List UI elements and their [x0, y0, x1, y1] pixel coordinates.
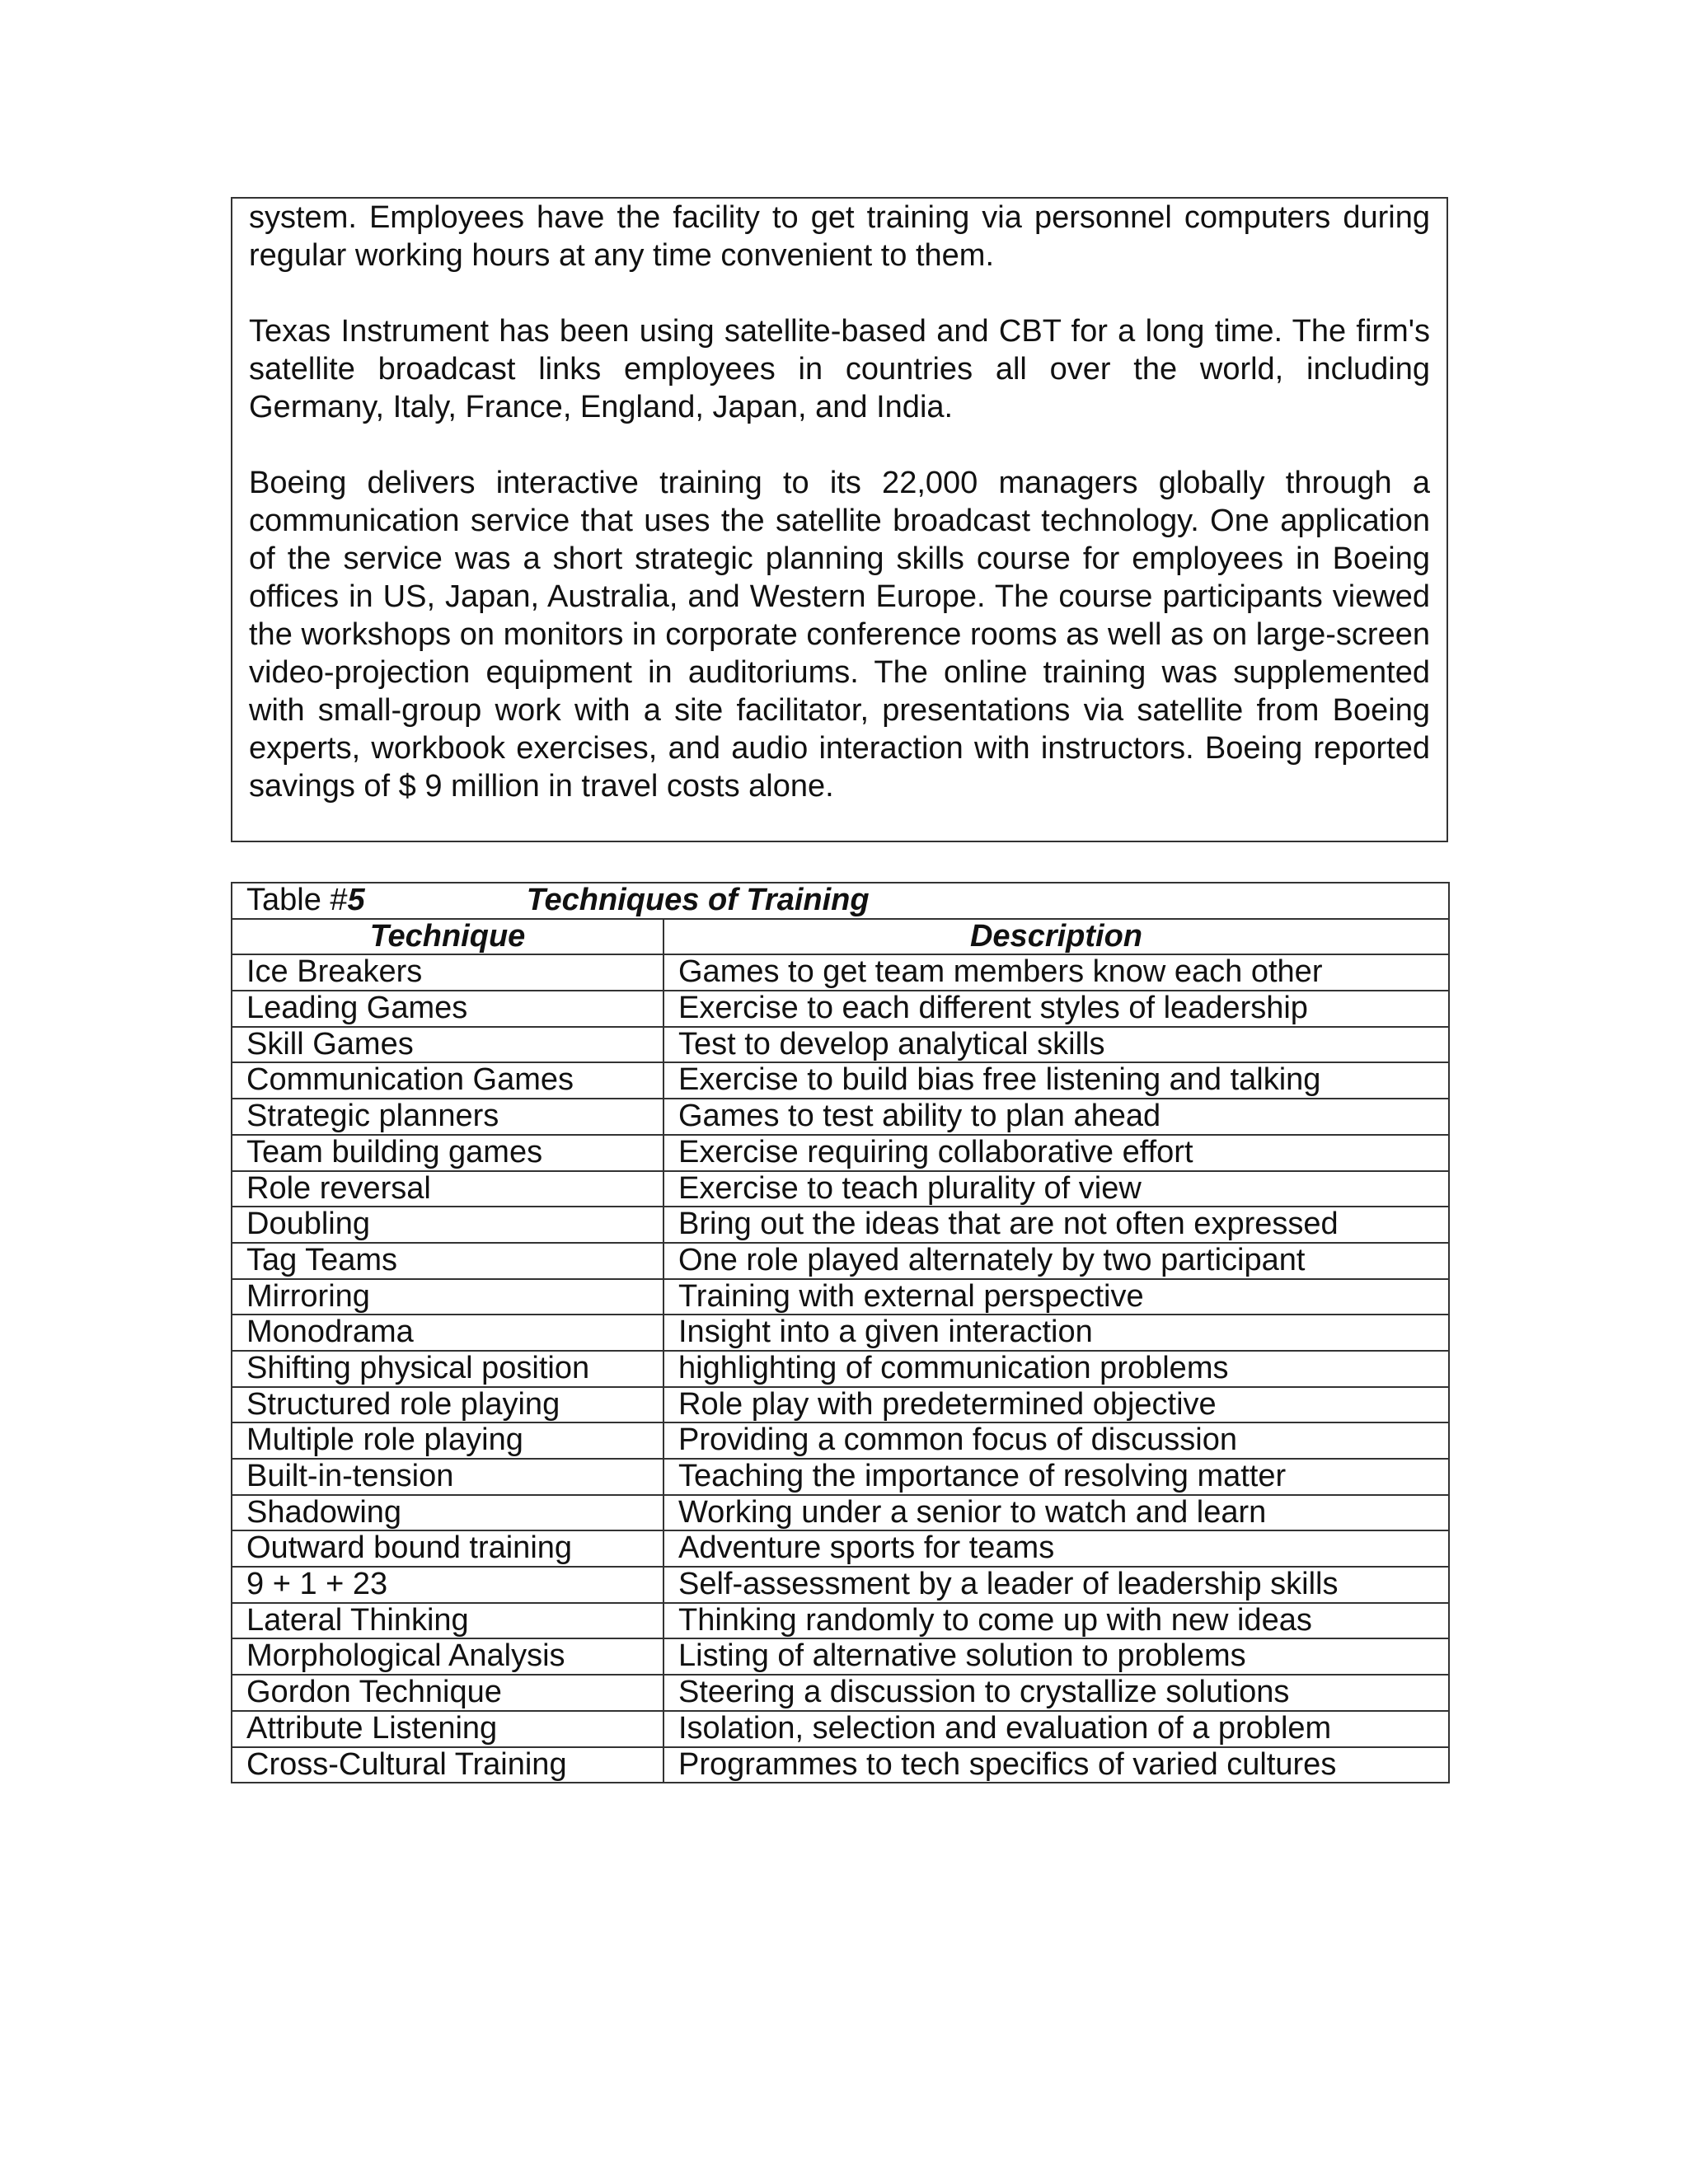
description-cell: Self-assessment by a leader of leadership skills — [663, 1567, 1449, 1603]
table-row — [232, 1279, 1449, 1315]
description-cell: Exercise requiring collaborative effort — [663, 1135, 1449, 1171]
technique-cell: Tag Teams — [232, 1243, 663, 1279]
technique-cell: Lateral Thinking — [232, 1603, 663, 1639]
technique-cell: Mirroring — [232, 1279, 663, 1315]
paragraph-boeing: Boeing delivers interactive training to its 22,000 managers globally through a communication service that uses the satellite broadcast technology. One application of the service was a short strategic planning skills course for employees in Boeing offices in US, Japan, Australia, and Western Europe. The course participants viewed the workshops on monitors in corporate conference rooms as well as on large-screen video-projection equipment in auditoriums. The online training was supplemented with small-group work with a site facilitator, presentations via satellite from Boeing experts, workbook exercises, and audio interaction with instructors. Boeing reported savings of $ 9 million in travel costs alone. — [249, 466, 1430, 804]
table-body — [232, 954, 1449, 1783]
description-cell: Working under a senior to watch and learn — [663, 1495, 1449, 1531]
table-row — [232, 1207, 1449, 1243]
table-title: Techniques of Training — [526, 883, 870, 917]
description-cell: Thinking randomly to come up with new ideas — [663, 1603, 1449, 1639]
table-row — [232, 1603, 1449, 1639]
column-header-description: Description — [663, 919, 1449, 955]
table-row — [232, 1422, 1449, 1459]
technique-cell: Leading Games — [232, 991, 663, 1027]
table-row — [232, 1459, 1449, 1495]
technique-cell: Cross-Cultural Training — [232, 1747, 663, 1783]
description-cell: Programmes to tech specifics of varied cultures — [663, 1747, 1449, 1783]
paragraph-cbt-access: system. Employees have the facility to get training via personnel computers during regular working hours at any time convenient to them. — [249, 200, 1430, 273]
description-cell: Exercise to build bias free listening and talking — [663, 1062, 1449, 1099]
description-cell: Role play with predetermined objective — [663, 1387, 1449, 1423]
description-cell: Games to get team members know each other — [663, 954, 1449, 991]
table-caption — [232, 883, 1449, 919]
description-cell: Listing of alternative solution to problems — [663, 1638, 1449, 1675]
table-row — [232, 1135, 1449, 1171]
technique-cell: Role reversal — [232, 1171, 663, 1207]
table-row — [232, 1099, 1449, 1135]
technique-cell: Ice Breakers — [232, 954, 663, 991]
table-caption-row — [232, 883, 1449, 919]
description-cell: Adventure sports for teams — [663, 1530, 1449, 1567]
table-row — [232, 1351, 1449, 1387]
description-cell: Insight into a given interaction — [663, 1315, 1449, 1351]
description-cell: Training with external perspective — [663, 1279, 1449, 1315]
table-row — [232, 1711, 1449, 1747]
table-row — [232, 1027, 1449, 1063]
description-cell: Games to test ability to plan ahead — [663, 1099, 1449, 1135]
technique-cell: Communication Games — [232, 1062, 663, 1099]
table-row — [232, 1675, 1449, 1711]
table-row — [232, 1243, 1449, 1279]
table-row — [232, 1638, 1449, 1675]
paragraph-texas-instrument: Texas Instrument has been using satellite-based and CBT for a long time. The firm's satellite broadcast links employees in countries all over the world, including Germany, Italy, France, England, Japan, and India. — [249, 314, 1430, 424]
description-cell: Exercise to teach plurality of view — [663, 1171, 1449, 1207]
technique-cell: Strategic planners — [232, 1099, 663, 1135]
table-row — [232, 1747, 1449, 1783]
technique-cell: Morphological Analysis — [232, 1638, 663, 1675]
table-row — [232, 1062, 1449, 1099]
table-row — [232, 991, 1449, 1027]
description-cell: Teaching the importance of resolving matter — [663, 1459, 1449, 1495]
table-row — [232, 1387, 1449, 1423]
description-cell: Exercise to each different styles of leadership — [663, 991, 1449, 1027]
technique-cell: Outward bound training — [232, 1530, 663, 1567]
description-cell: Providing a common focus of discussion — [663, 1422, 1449, 1459]
description-cell: Bring out the ideas that are not often expressed — [663, 1207, 1449, 1243]
table-row — [232, 954, 1449, 991]
technique-cell: Structured role playing — [232, 1387, 663, 1423]
description-cell: One role played alternately by two participant — [663, 1243, 1449, 1279]
technique-cell: Team building games — [232, 1135, 663, 1171]
intro-text-box — [231, 197, 1448, 842]
technique-cell: Built-in-tension — [232, 1459, 663, 1495]
technique-cell: Skill Games — [232, 1027, 663, 1063]
technique-cell: Doubling — [232, 1207, 663, 1243]
description-cell: Steering a discussion to crystallize solutions — [663, 1675, 1449, 1711]
table-number: 5 — [347, 883, 365, 917]
techniques-table — [231, 882, 1450, 1783]
description-cell: highlighting of communication problems — [663, 1351, 1449, 1387]
technique-cell: Multiple role playing — [232, 1422, 663, 1459]
technique-cell: Shifting physical position — [232, 1351, 663, 1387]
table-row — [232, 1171, 1449, 1207]
technique-cell: Monodrama — [232, 1315, 663, 1351]
technique-cell: 9 + 1 + 23 — [232, 1567, 663, 1603]
technique-cell: Attribute Listening — [232, 1711, 663, 1747]
table-header-row — [232, 919, 1449, 955]
technique-cell: Gordon Technique — [232, 1675, 663, 1711]
technique-cell: Shadowing — [232, 1495, 663, 1531]
table-row — [232, 1315, 1449, 1351]
description-cell: Test to develop analytical skills — [663, 1027, 1449, 1063]
description-cell: Isolation, selection and evaluation of a problem — [663, 1711, 1449, 1747]
table-row — [232, 1530, 1449, 1567]
column-header-technique: Technique — [232, 919, 663, 955]
table-row — [232, 1495, 1449, 1531]
table-row — [232, 1567, 1449, 1603]
table-label: Table # — [246, 883, 348, 917]
